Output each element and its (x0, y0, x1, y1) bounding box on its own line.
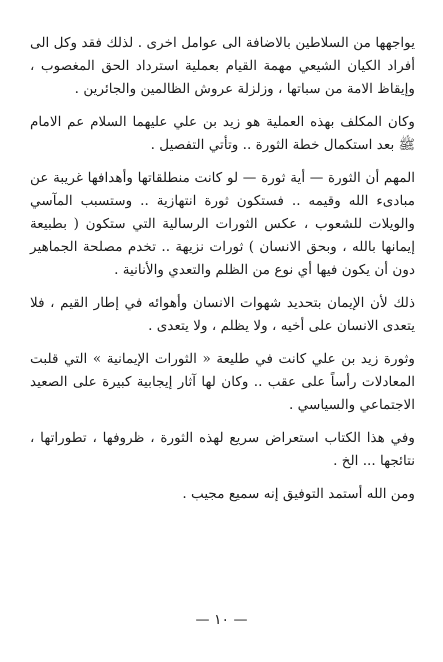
page-number: — ١٠ — (195, 612, 248, 628)
paragraph-7: ومن الله أستمد التوفيق إنه سميع مجيب . (182, 486, 415, 502)
paragraph-1: يواجهها من السلاطين بالاضافة الى عوامل اخرى . لذلك فقد وكل الى أفراد الكيان الشيعي مهمة القيام بعملية استرداد الحق المغصوب ، وإيقاظ الامة من سباتها ، وزلزلة عروش الظالمين والجائرين . (30, 35, 415, 97)
paragraph-2: وكان المكلف بهذه العملية هو زيد بن علي عليهما السلام عم الامام ﷺ بعد استكمال خطة الثورة .. وتأتي التفصيل . (30, 114, 415, 153)
paragraph-3: المهم أن الثورة — أية ثورة — لو كانت منطلقاتها وأهدافها غريبة عن مبادىء الله وقيمه .. فستكون ثورة انتهازية .. وستسبب المآسي والويلات للشعوب ، عكس الثورات الرسالية التي ستكون ( بطبيعة إيمانها بالله ، وبحق الانسان ) ثورات نزيهة .. تخدم مصلحة الجماهير دون أن يكون فيها أي نوع من الظلم والتعدي والأنانية . (30, 170, 415, 278)
paragraph-gap (30, 417, 415, 427)
paragraph-4: ذلك لأن الإيمان بتحديد شهوات الانسان وأهوائه في إطار القيم ، فلا يتعدى الانسان على أخيه ، ولا يظلم ، ولا يتعدى . (30, 295, 415, 334)
paragraph-5: وثورة زيد بن علي كانت في طليعة « الثورات الإيمانية » التي قلبت المعادلات رأساً على عقب .. وكان لها آثار إيجابية كبيرة على الصعيد الاجتماعي والسياسي . (30, 351, 415, 413)
paragraph-6: وفي هذا الكتاب استعراض سريع لهذه الثورة ، ظروفها ، تطوراتها ، نتائجها ... الخ . (30, 430, 415, 469)
paragraph-gap (30, 473, 415, 483)
page-body (30, 32, 415, 506)
paragraph-gap (30, 282, 415, 292)
paragraph-gap (30, 101, 415, 111)
paragraph-gap (30, 338, 415, 348)
paragraph-gap (30, 157, 415, 167)
